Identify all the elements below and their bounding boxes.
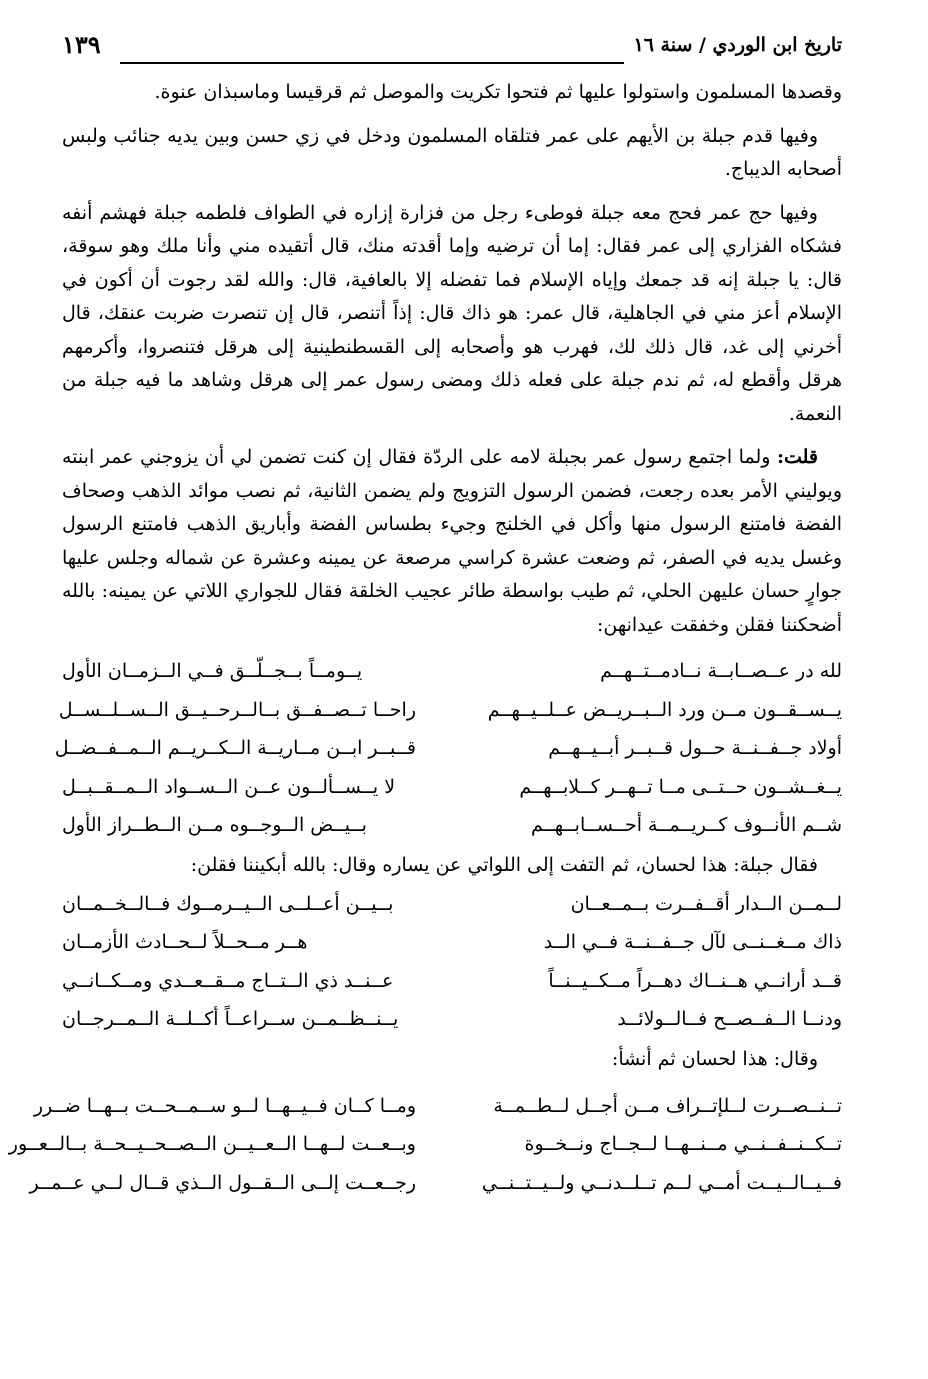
first-hemistich: تــكــنــفــنــي مــنــهــا لــجــاج ونــخــوة [524, 1133, 842, 1156]
first-hemistich: قــد أرانــي هــنــاك دهــراً مــكــيــنــاً [548, 969, 842, 992]
poem-intro: وقال: هذا لحسان ثم أنشأ: [611, 1047, 818, 1070]
second-hemistich: بــيــض الــوجــوه مــن الــطــراز الأول [62, 814, 367, 837]
first-hemistich: يــســقــون مــن ورد الــبــريــض عــلــيــهــم [487, 698, 842, 721]
first-hemistich: ذاك مــغــنــى لآل جــفــنــة فــي الــد [543, 931, 842, 954]
poem-3 [8, 1087, 842, 1203]
running-title: تاريخ ابن الوردي / سنة ١٦ [633, 34, 842, 56]
verse [54, 729, 842, 768]
verse [62, 885, 842, 924]
second-hemistich: رجــعــت إلــى الــقــول الــذي قــال لــي عــمــر [29, 1171, 416, 1194]
second-hemistich: وبــعــت لــهــا الــعــيــن الــصــحــيــحــة بــالــعــور [8, 1133, 416, 1156]
second-hemistich: لا يــســألــون عــن الــســواد الــمــقــبــل [62, 775, 396, 798]
second-hemistich: قــبــر ابــن مــاريــة الــكــريــم الــمــفــضــل [54, 737, 416, 760]
spacer [62, 1077, 842, 1083]
first-hemistich: ودنــا الــفــصــح فــالــولائــد [617, 1008, 842, 1031]
first-hemistich: لله در عــصــابــة نــادمــتــهــم [600, 660, 842, 683]
poem-2 [62, 885, 842, 1039]
first-hemistich: تــنــصــرت لــلإتــراف مــن أجــل لــطــمــة [493, 1094, 842, 1117]
first-hemistich: لــمــن الــدار أقــفــرت بــمــعــان [570, 892, 842, 915]
running-header [62, 26, 842, 70]
verse [29, 1164, 842, 1203]
verse [58, 691, 842, 730]
second-hemistich: راحــا تــصــفــق بــالــرحــيــق الــســلــســل [58, 698, 416, 721]
paragraph: وفيها قدم جبلة بن الأيهم على عمر فتلقاه المسلمون ودخل في زي حسن وبين يديه جنائب ولبس أصحابه الديباج. [62, 124, 842, 180]
paragraph: وقصدها المسلمون واستولوا عليها ثم فتحوا تكريت والموصل ثم قرقيسا وماسبذان عنوة. [154, 81, 842, 103]
first-hemistich: شــم الأنــوف كــريــمــة أحــســابــهــم [531, 814, 842, 837]
book-page [8, 26, 842, 1206]
second-hemistich: ومــا كــان فــيــهــا لــو ســمــحــت بــهــا ضــرر [33, 1094, 416, 1117]
verse [62, 923, 842, 962]
header-rule [120, 62, 624, 64]
poem-1 [54, 652, 842, 845]
first-hemistich: فــيــالــيــت أمــي لــم تــلــدنــي ولــيــتــنــي [481, 1171, 842, 1194]
verse [62, 652, 842, 691]
verse [62, 806, 842, 845]
first-hemistich: يــغــشــون حــتــى مــا تــهــر كــلابــهــم [519, 775, 842, 798]
qult-paragraph [62, 441, 842, 642]
verse [62, 1000, 842, 1039]
second-hemistich: يــومــاً بــجــلّــق فــي الــزمــان الأول [62, 660, 363, 683]
verse [33, 1087, 842, 1126]
body-text [62, 76, 842, 642]
paragraph: وفيها حج عمر فحج معه جبلة فوطىء رجل من فزارة إزاره في الطواف فلطمه جبلة فهشم أنفه فشكاه الفزاري إلى عمر فقال: إما أن ترضيه وإما أقدته منك، قال أتقيده مني وأنا ملك وهو سوقة، قال: يا جبلة إنه قد جمعك وإياه الإسلام فما تفضله إلا بالعافية، قال: والله لقد رجوت أن أكون في الإسلام أعز مني في الجاهلية، قال عمر: هو ذاك قال: إذاً أتنصر، قال إن تنصرت ضربت عنقك، قال أخرني إلى غد، قال ذلك لك، فهرب هو وأصحابه إلى القسطنطينية إلى هرقل فتنصروا، وأكرمهم هرقل وأقطع له، ثم ندم جبلة على فعله ذلك ومضى رسول عمر إلى هرقل وشاهد ما فيه جبلة من النعمة. [62, 201, 842, 425]
page-number: ١٣٩ [62, 30, 101, 59]
second-hemistich: بــيــن أعــلــى الــيــرمــوك فــالــخــمــان [62, 892, 394, 915]
verse [62, 962, 842, 1001]
verse [62, 768, 842, 807]
second-hemistich: عــنــد ذي الــتــاج مــقــعــدي ومــكــانــي [62, 969, 394, 992]
first-hemistich: أولاد جــفــنــة حــول قــبــر أبــيــهــم [548, 737, 842, 760]
qult-text: ولما اجتمع رسول عمر بجبلة لامه على الردّة فقال إن كنت تضمن لي أن يزوجني عمر ابنته ويوليني الأمر بعده رجعت، فضمن الرسول التزويج ولم يضمن الثانية، ثم نصب موائد الذهب وصحاف الفضة فامتنع الرسول منها وأكل في الخلنج وجيء بطساس الفضة وأباريق الذهب فامتنع الرسول وغسل يديه في الصفر، ثم وضعت عشرة كراسي مرصعة عن يمينه وعشرة عن شماله وجلس عليها جوارٍ حسان عليهن الحلي، ثم طيب بواسطة طائر عجيب الخلقة فقال للجواري اللاتي عن يمينه: بالله أضحكننا فقلن وخفقت عيدانهن: [62, 446, 842, 636]
qult-label: قلت: [776, 446, 818, 468]
verse [8, 1125, 842, 1164]
second-hemistich: هــر مــحــلاً لــحــادث الأزمــان [62, 931, 308, 954]
second-hemistich: يــنــظــمــن ســراعــاً أكــلــة الــمــرجــان [62, 1008, 399, 1031]
poem-intro: فقال جبلة: هذا لحسان، ثم التفت إلى اللواتي عن يساره وقال: بالله أبكيننا فقلن: [190, 853, 818, 876]
